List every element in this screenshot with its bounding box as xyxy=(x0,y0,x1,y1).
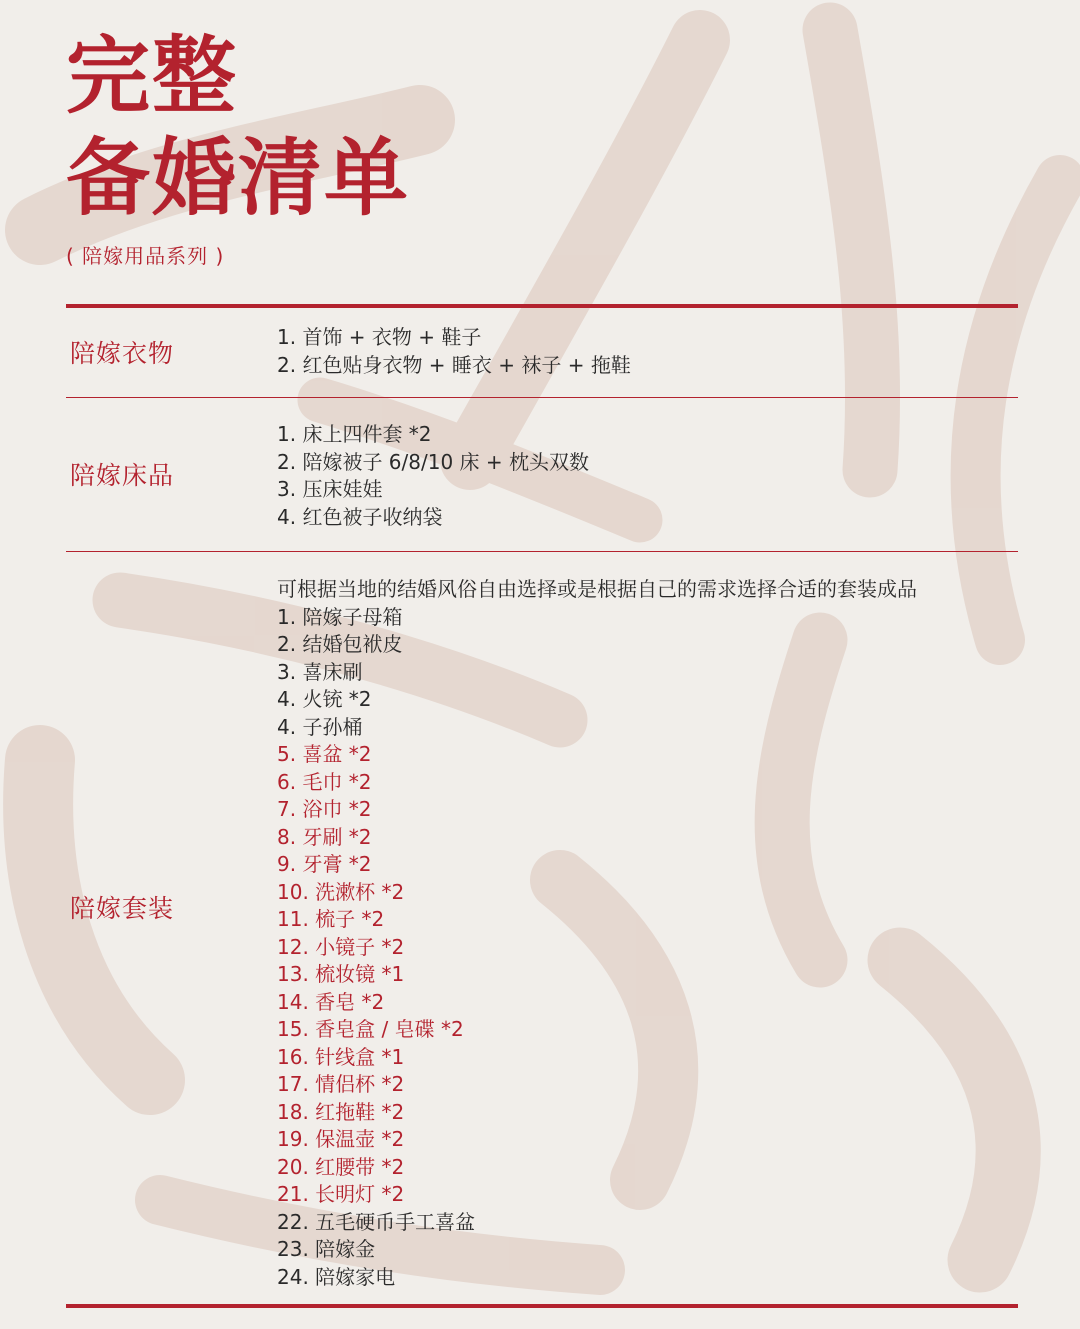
list-item: 1. 床上四件套 *2 xyxy=(277,422,432,446)
list-item: 24. 陪嫁家电 xyxy=(277,1264,396,1289)
list-item: 4. 火铳 *2 xyxy=(277,687,372,711)
list-item: 4. 子孙桶 xyxy=(277,714,363,739)
list-item: 22. 五毛硬币手工喜盆 xyxy=(277,1209,476,1234)
list-item: 2. 结婚包袱皮 xyxy=(277,632,403,656)
list-item: 17. 情侣杯 *2 xyxy=(277,1072,405,1096)
list-item: 23. 陪嫁金 xyxy=(277,1237,376,1261)
bottom-divider xyxy=(66,1304,1018,1308)
list-item: 20. 红腰带 *2 xyxy=(277,1154,405,1179)
section-label-sets: 陪嫁套装 xyxy=(70,894,175,923)
list-item: 3. 压床娃娃 xyxy=(277,477,383,501)
list-item: 2. 陪嫁被子 6/8/10 床 + 枕头双数 xyxy=(277,449,590,474)
section-label-bedding: 陪嫁床品 xyxy=(70,461,175,490)
list-item: 9. 牙膏 *2 xyxy=(277,852,372,876)
list-item: 10. 洗漱杯 *2 xyxy=(277,879,405,904)
list-item: 21. 长明灯 *2 xyxy=(277,1182,405,1206)
section-list-sets xyxy=(277,576,917,1291)
list-item: 11. 梳子 *2 xyxy=(277,907,385,931)
list-item: 19. 保温壶 *2 xyxy=(277,1127,405,1151)
top-divider xyxy=(66,304,1018,308)
list-item: 18. 红拖鞋 *2 xyxy=(277,1099,405,1124)
section-intro-text: 可根据当地的结婚风俗自由选择或是根据自己的需求选择合适的套装成品 xyxy=(277,577,917,601)
list-item: 2. 红色贴身衣物 + 睡衣 + 袜子 + 拖鞋 xyxy=(277,352,631,377)
list-item: 8. 牙刷 *2 xyxy=(277,824,372,849)
list-item: 1. 陪嫁子母箱 xyxy=(277,604,403,629)
list-item: 4. 红色被子收纳袋 xyxy=(277,504,443,529)
page-subtitle: ( 陪嫁用品系列 ) xyxy=(66,244,225,268)
list-item: 16. 针线盒 *1 xyxy=(277,1044,405,1069)
list-item: 12. 小镜子 *2 xyxy=(277,934,405,959)
list-item: 7. 浴巾 *2 xyxy=(277,797,372,821)
list-item: 14. 香皂 *2 xyxy=(277,989,385,1014)
list-item: 3. 喜床刷 xyxy=(277,659,363,684)
list-item: 6. 毛巾 *2 xyxy=(277,769,372,794)
list-item: 13. 梳妆镜 *1 xyxy=(277,962,405,986)
list-item: 1. 首饰 + 衣物 + 鞋子 xyxy=(277,325,482,349)
list-item: 5. 喜盆 *2 xyxy=(277,742,372,766)
section-divider xyxy=(66,397,1018,398)
section-list-clothing xyxy=(277,324,631,379)
section-divider xyxy=(66,551,1018,552)
page-title-line2: 备婚清单 xyxy=(66,129,411,227)
section-label-clothing: 陪嫁衣物 xyxy=(70,339,175,368)
section-list-bedding xyxy=(277,421,589,531)
page-title-line1: 完整 xyxy=(66,27,239,125)
list-item: 15. 香皂盒 / 皂碟 *2 xyxy=(277,1017,464,1041)
